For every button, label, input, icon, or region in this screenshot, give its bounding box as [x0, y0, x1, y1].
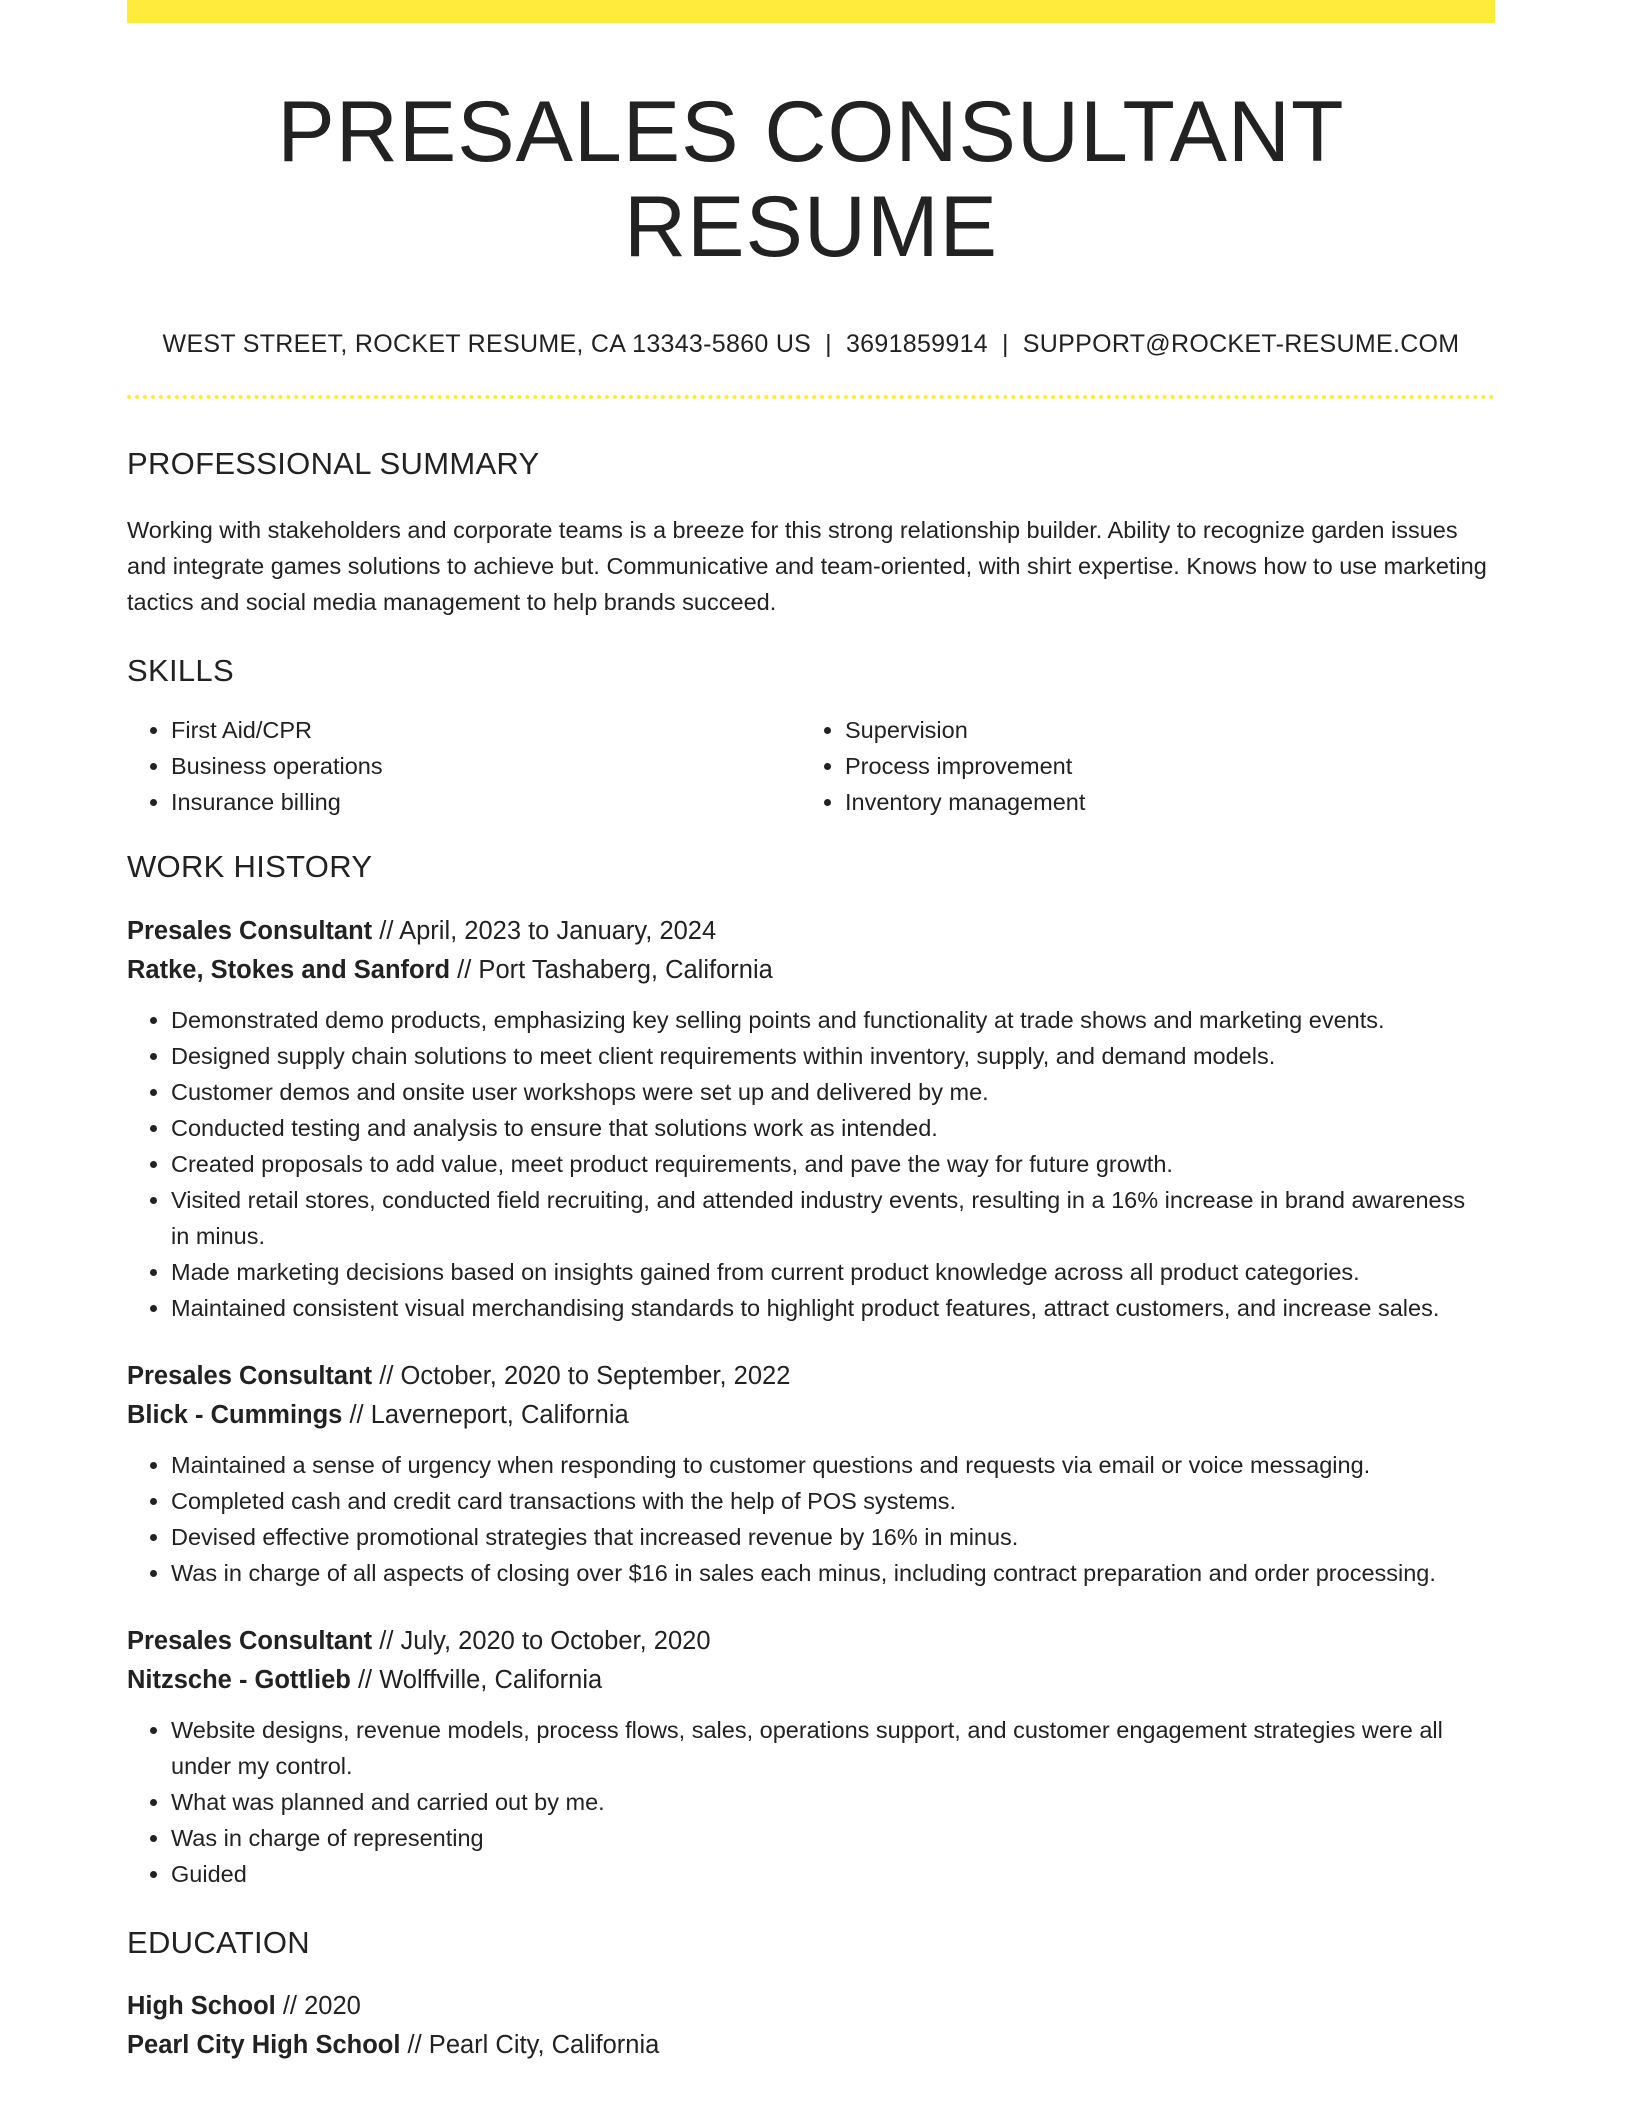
skills-grid: [127, 712, 1495, 820]
job-bullet: • Maintained a sense of urgency when responding to customer questions and requests via email or voice messaging.: [171, 1447, 1495, 1483]
phone: 3691859914: [845, 330, 988, 359]
summary-text: Working with stakeholders and corporate teams is a breeze for this strong relationship builder. Ability to recognize garden issues and integrate games solutions to achieve but. Communicative and team-oriented, with shirt expertise. Knows how to use marketing tactics and social media management to help brands succeed.: [127, 517, 1487, 616]
skill-item: • Supervision: [845, 712, 1475, 748]
job-bullet: • What was planned and carried out by me.: [171, 1784, 1495, 1820]
job-company: Ratke, Stokes and Sanford: [127, 956, 451, 985]
resume-page: [127, 0, 1495, 2065]
summary-heading: PROFESSIONAL SUMMARY: [127, 446, 540, 482]
job-title-line: [127, 1357, 1495, 1396]
education-location: // Pearl City, California: [400, 2031, 660, 2060]
job-entry: [127, 912, 1495, 1326]
job-bullets: [127, 1002, 1495, 1326]
skill-item: • Insurance billing: [171, 784, 801, 820]
job-company-line: [127, 1396, 1495, 1435]
contact-separator: |: [825, 330, 832, 359]
job-position: Presales Consultant: [127, 917, 373, 946]
skill-item: • Process improvement: [845, 748, 1475, 784]
education-school-line: [127, 2026, 1495, 2065]
job-bullet: • Designed supply chain solutions to meet client requirements within inventory, supply, and demand models.: [171, 1038, 1495, 1074]
education-degree-line: [127, 1987, 1495, 2026]
job-company: Blick - Cummings: [127, 1401, 343, 1430]
job-dates: // April, 2023 to January, 2024: [372, 917, 717, 946]
contact-line: [127, 330, 1495, 359]
job-bullet: • Demonstrated demo products, emphasizing key selling points and functionality at trade shows and marketing events.: [171, 1002, 1495, 1038]
contact-separator: |: [1002, 330, 1009, 359]
job-entry: [127, 1622, 1495, 1892]
job-location: // Port Tashaberg, California: [450, 956, 773, 985]
skills-heading: SKILLS: [127, 653, 234, 689]
education-degree: High School: [127, 1992, 276, 2021]
skills-list-right: [801, 712, 1475, 820]
job-bullet: • Maintained consistent visual merchandising standards to highlight product features, attract customers, and increase sales.: [171, 1290, 1495, 1326]
job-location: // Laverneport, California: [342, 1401, 629, 1430]
job-title-line: [127, 1622, 1495, 1661]
education-year: // 2020: [275, 1992, 361, 2021]
job-bullet: • Was in charge of representing: [171, 1820, 1495, 1856]
job-bullet: • Customer demos and onsite user workshops were set up and delivered by me.: [171, 1074, 1495, 1110]
job-bullet: • Guided: [171, 1856, 1495, 1892]
education-school: Pearl City High School: [127, 2031, 401, 2060]
job-company: Nitzsche - Gottlieb: [127, 1666, 351, 1695]
job-bullet: • Was in charge of all aspects of closing over $16 in sales each minus, including contract preparation and order processing.: [171, 1555, 1495, 1591]
job-bullet: • Devised effective promotional strategies that increased revenue by 16% in minus.: [171, 1519, 1495, 1555]
job-bullet: • Visited retail stores, conducted field recruiting, and attended industry events, resulting in a 16% increase in brand awareness in minus.: [171, 1182, 1495, 1254]
job-company-line: [127, 1661, 1495, 1700]
job-location: // Wolffville, California: [350, 1666, 603, 1695]
top-accent-bar: [127, 0, 1495, 23]
address: WEST STREET, ROCKET RESUME, CA 13343-5860 US: [162, 330, 812, 359]
job-position: Presales Consultant: [127, 1627, 373, 1656]
job-company-line: [127, 951, 1495, 990]
education-entry: [127, 1987, 1495, 2065]
job-bullet: • Made marketing decisions based on insights gained from current product knowledge across all product categories.: [171, 1254, 1495, 1290]
education-heading: EDUCATION: [127, 1925, 310, 1961]
job-bullet: • Conducted testing and analysis to ensure that solutions work as intended.: [171, 1110, 1495, 1146]
job-bullet: • Website designs, revenue models, process flows, sales, operations support, and customer engagement strategies were all under my control.: [171, 1712, 1495, 1784]
job-dates: // July, 2020 to October, 2020: [372, 1627, 711, 1656]
job-dates: // October, 2020 to September, 2022: [372, 1362, 791, 1391]
job-position: Presales Consultant: [127, 1362, 373, 1391]
job-bullet: • Created proposals to add value, meet product requirements, and pave the way for future growth.: [171, 1146, 1495, 1182]
resume-title: PRESALES CONSULTANT RESUME: [277, 84, 1345, 275]
job-title-line: [127, 912, 1495, 951]
skills-list-left: [127, 712, 801, 820]
skill-item: • Inventory management: [845, 784, 1475, 820]
email: SUPPORT@ROCKET-RESUME.COM: [1022, 330, 1460, 359]
work-history-heading: WORK HISTORY: [127, 849, 373, 885]
skill-item: • First Aid/CPR: [171, 712, 801, 748]
job-entry: [127, 1357, 1495, 1591]
skill-item: • Business operations: [171, 748, 801, 784]
job-bullets: [127, 1447, 1495, 1591]
header-divider: [127, 395, 1495, 399]
job-bullet: • Completed cash and credit card transactions with the help of POS systems.: [171, 1483, 1495, 1519]
job-bullets: [127, 1712, 1495, 1892]
